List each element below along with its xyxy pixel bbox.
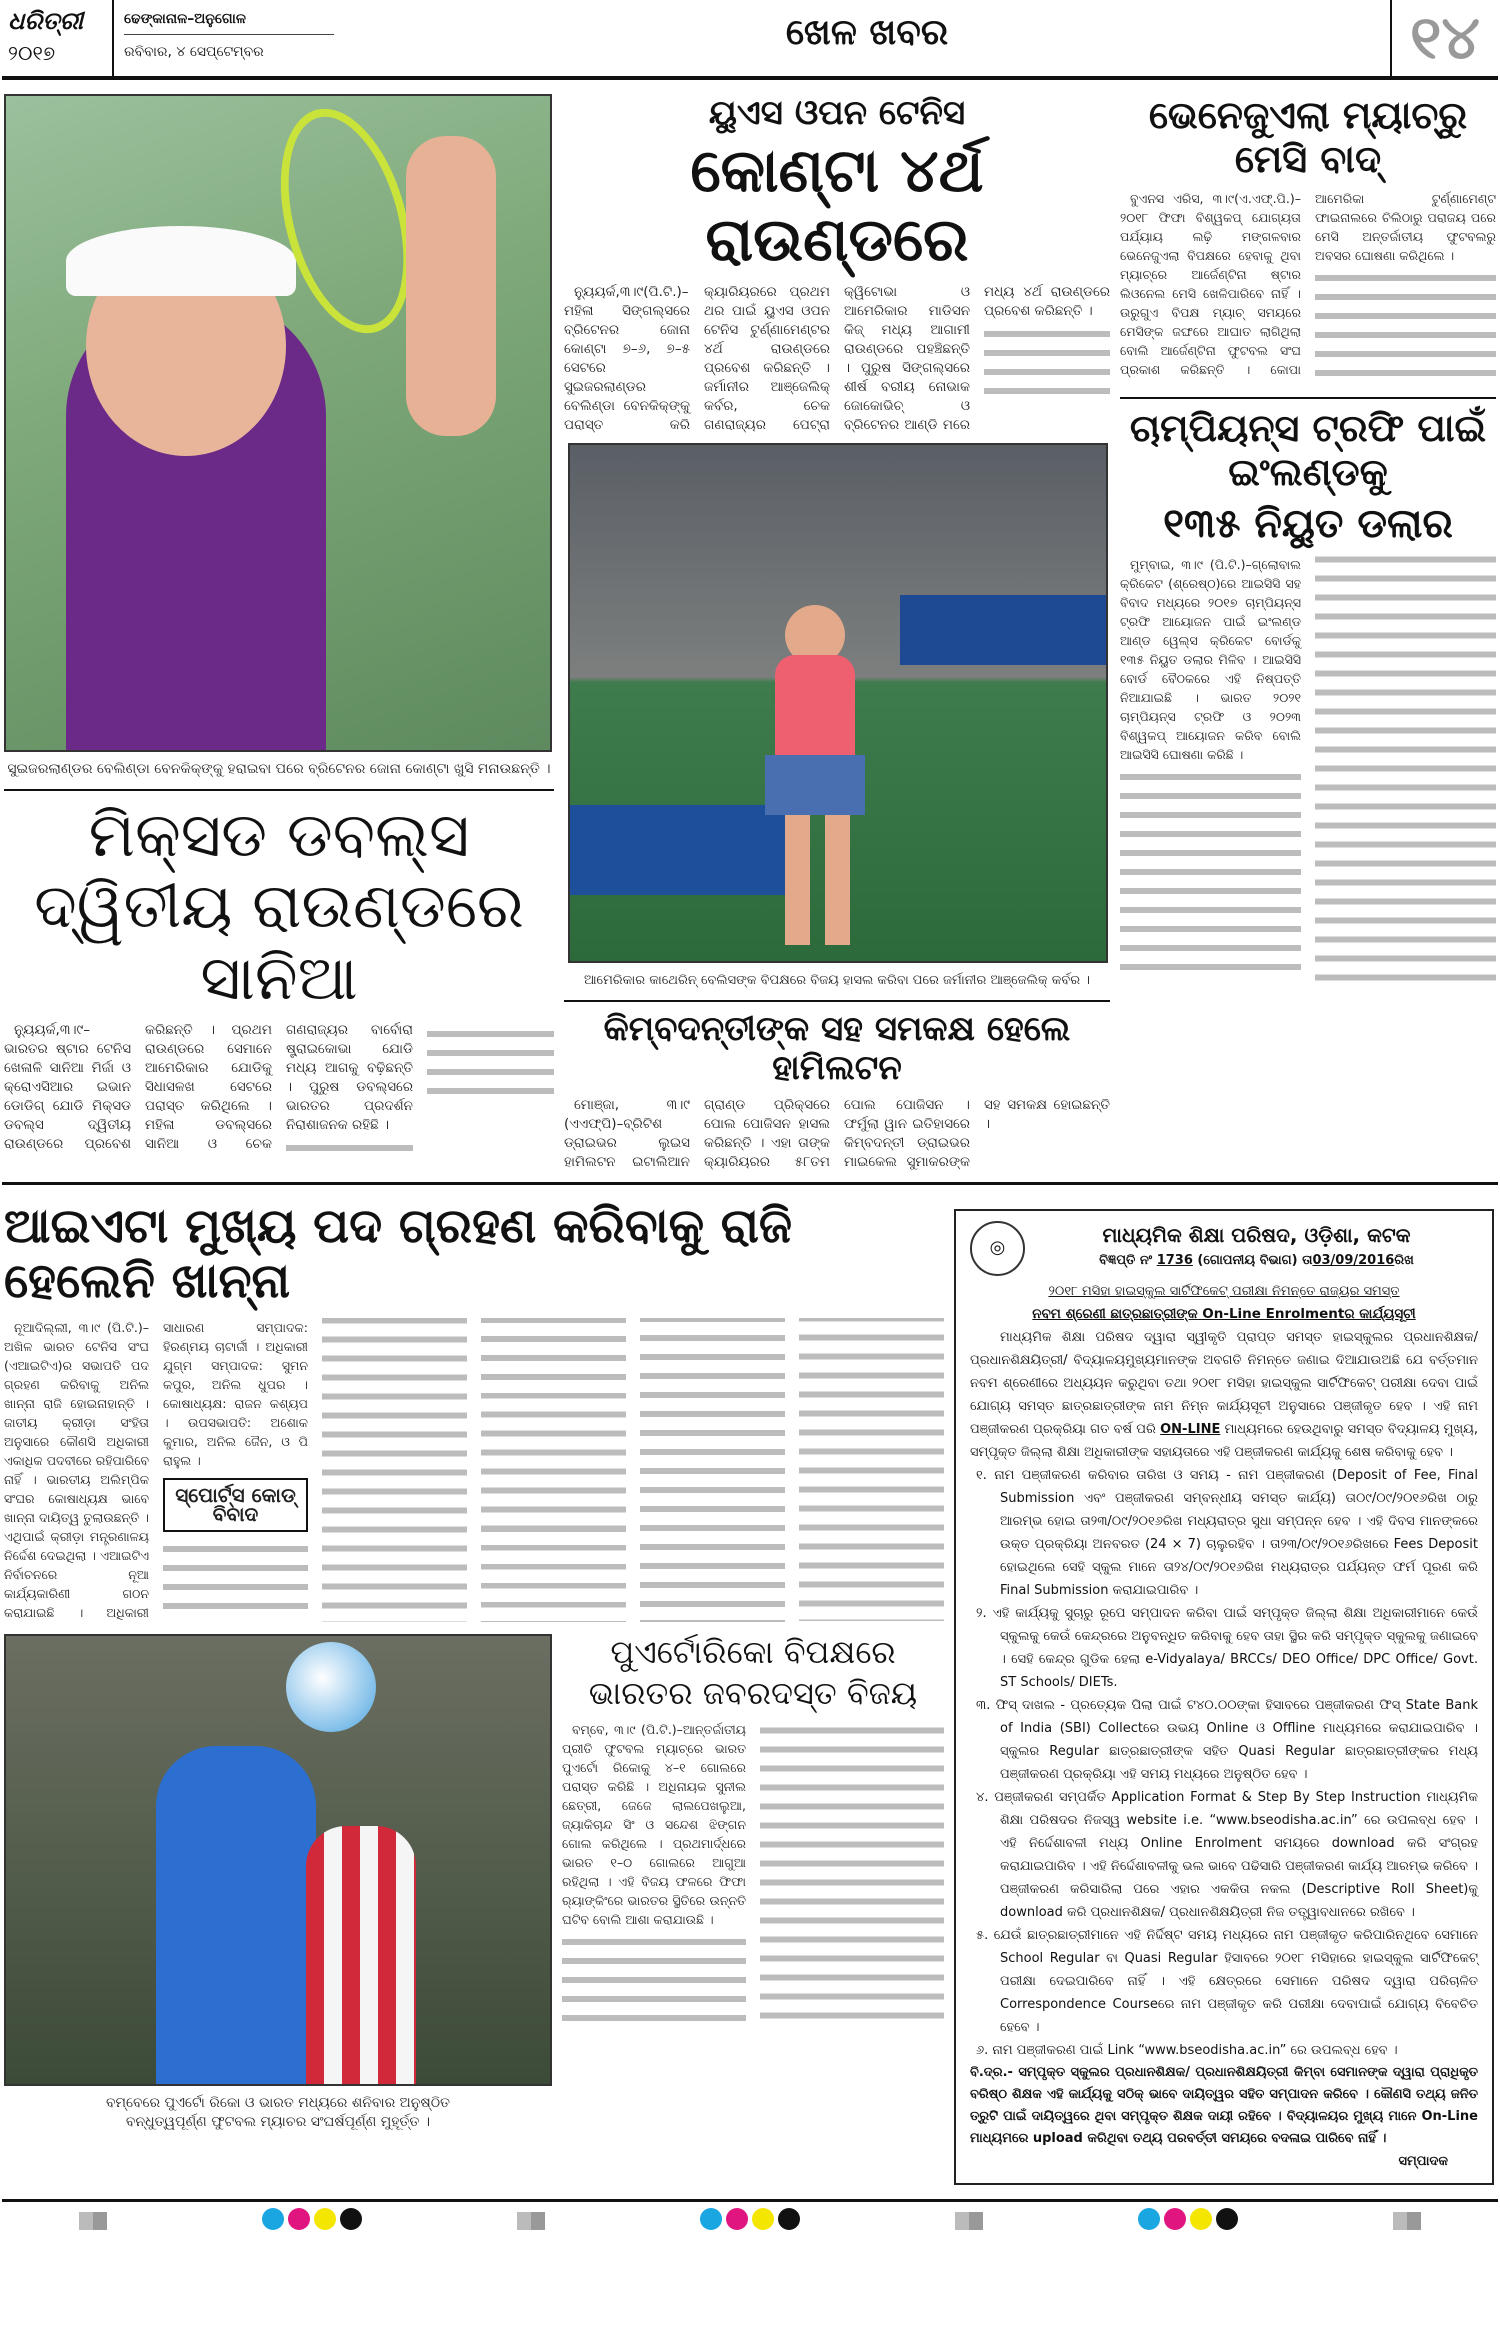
football-body: ବମ୍ବେ, ୩।୯ (ପି.ଟି.)–ଆନ୍ତର୍ଜାତୀୟ ପ୍ରୀତି ଫୁଟବଲ ମ୍ୟାଚ୍‌ରେ ଭାରତ ପୁଏର୍ଟୋ ରିକୋକୁ ୪–୧ ଗୋଲରେ ପରାସ୍ତ କରିଛି । ଅଧିନାୟକ ସୁନୀଲ ଛେତ୍ରୀ, ଜେଜେ ଲାଲପେଖଲୁଆ, ଜ୍ୟାକିଚାନ୍ଦ ସିଂ ଓ ସନ୍ଦେଶ ଝିଙ୍ଗନ ଗୋଲ କରିଥିଲେ । ପ୍ରଥମାର୍ଦ୍ଧରେ ଭାରତ ୧–୦ ଗୋଲରେ ଆଗୁଆ ରହିଥିଲା । ଏହି ବିଜୟ ଫଳରେ ଫିଫା ର‌୍ୟାଙ୍କିଂରେ ଭାରତର ସ୍ଥିତିରେ ଉନ୍ନତି ଘଟିବ ବୋଲି ଆଶା କରାଯାଉଛି । (562, 1720, 944, 2027)
notice-item: ୨. ଏହି କାର୍ଯ୍ୟକୁ ସୁଚାରୁ ରୂପେ ସମ୍ପାଦନ କରିବା ପାଇଁ ସମ୍ପୃକ୍ତ ଜିଲ୍ଲା ଶିକ୍ଷା ଅଧିକାରୀମାନେ କେଉଁ ସ୍କୁଲକୁ କେଉଁ କେନ୍ଦ୍ରରେ ଅନୁବନ୍ଧିତ କରିବାକୁ ହେବ ତାହା ସ୍ଥିର କରି ସମ୍ପୃକ୍ତ ସ୍କୁଲକୁ ଜଣାଇବେ । ସେହି କେନ୍ଦ୍ର ଗୁଡିକ ହେଲା e-Vidyalaya/ BRCCs/ DEO Office/ DPC Office/ Govt. ST Schools/ DIETs. (976, 1606, 1478, 1691)
print-marks (2, 2199, 1498, 2239)
notice-item: ୩. ଫିସ୍ ଦାଖଲ - ପ୍ରତ୍ୟେକ ପିଲା ପାଇଁ ଟ୪୦.୦୦ଙ୍କା ହିସାବରେ ପଞ୍ଜୀକରଣ ଫିସ୍ State Bank of India (SBI) Collectରେ ଉଭୟ Online ଓ Offline ମାଧ୍ୟମରେ କରାଯାଇପାରିବ । ସ୍କୁଲର Regular ଛାତ୍ରଛାତ୍ରୀଙ୍କ ସହିତ Quasi Regular ଛାତ୍ରଛାତ୍ରୀଙ୍କର ମଧ୍ୟ ପଞ୍ଜୀକରଣ ପ୍ରକ୍ରିୟା ଏହି ସମୟ ମଧ୍ୟରେ ଅନୁଷ୍ଠିତ ହେବ । (976, 1698, 1478, 1783)
notice-title: ମାଧ୍ୟମିକ ଶିକ୍ଷା ପରିଷଦ, ଓଡ଼ିଶା, କଟକ (1102, 1223, 1411, 1248)
top-band (0, 80, 1500, 1172)
sania-headline: ମିକ୍ସଡ ଡବଲ୍ସ ଦ୍ୱିତୀୟ ରାଉଣ୍ଡରେ ସାନିଆ (34, 798, 524, 1014)
konta-body: ନ୍ୟୁୟର୍କ,୩।୯(ପି.ଟି.)– ମହିଳା ସିଙ୍ଗଲ୍‌ସରେ ବ୍ରିଟେନର ଜୋନା କୋଣ୍ଟା ୭–୬, ୭–୫ ସେଟରେ ସୁଇଜରଲାଣ୍ଡର ବେଲିଣ୍ଡା ବେନକିକ୍‌ଙ୍କୁ ପରାସ୍ତ କରି କ୍ୟାରିୟରରେ ପ୍ରଥମ ଥର ପାଇଁ ୟୁଏସ ଓପନ ଟେନିସ ଟୁର୍ଣ୍ଣାମେଣ୍ଟର ୪ର୍ଥ ରାଉଣ୍ଡରେ ପ୍ରବେଶ କରିଛନ୍ତି । ଜର୍ମାନୀର ଆଞ୍ଜେଲିକ୍ କର୍ବର, ଚେକ ଗଣରାଜ୍ୟର ପେଟ୍ରା କ୍ୱିଟୋଭା ଓ ଆମେରିକାର ମାଡିସନ କିଜ୍ ମଧ୍ୟ ଆଗାମୀ ରାଉଣ୍ଡରେ ପହଞ୍ଚିଛନ୍ତି । ପୁରୁଷ ସିଙ୍ଗଲ୍‌ସରେ ଶୀର୍ଷ ବରୀୟ ନୋଭାକ ଜୋକୋଭିଚ୍ ଓ ବ୍ରିଟେନର ଆଣ୍ଡି ମରେ ମଧ୍ୟ ୪ର୍ଥ ରାଉଣ୍ଡରେ ପ୍ରବେଶ କରିଛନ୍ତି । (564, 284, 1110, 434)
middle-column (564, 94, 1110, 1172)
bse-seal-icon: ◎ (970, 1221, 1025, 1276)
konta-photo (4, 94, 552, 752)
football-article (562, 1634, 944, 2140)
cmyk-dots (260, 2208, 364, 2234)
football-caption-line1: ବମ୍ବେରେ ପୁଏର୍ଟୋ ରିକୋ ଓ ଭାରତ ମଧ୍ୟରେ ଶନିବାର ଅନୁଷ୍ଠିତ (105, 2095, 451, 2112)
messi-headline: ଭେନେଜୁଏଲା ମ୍ୟାଚ୍‌ରୁ ମେସି ବାଦ୍ (1148, 93, 1468, 181)
masthead (2, 0, 1498, 80)
football-caption-line2: ବନ୍ଧୁତ୍ୱପୂର୍ଣ୍ଣ ଫୁଟବଲ ମ୍ୟାଚର ସଂଘର୍ଷପୂର୍ଣ୍ଣ ମୁହୂର୍ତ୍ତ । (125, 2114, 431, 2131)
registration-mark (1393, 2212, 1421, 2230)
champions-headline-line1: ଚାମ୍ପିୟନ୍ସ ଟ୍ରଫି ପାଇଁ ଇଂଲଣ୍ଡକୁ (1129, 406, 1487, 495)
sports-code-box: ସ୍ପୋର୍ଟ୍ସ କୋଡ୍ ବିବାଦ (163, 1478, 308, 1532)
khanna-headline: ଆଇଏଟା ମୁଖ୍ୟ ପଦ ଗ୍ରହଣ କରିବାକୁ ରାଜି ହେଲେନି ଖାନ୍ନା (4, 1198, 793, 1310)
cmyk-dots (698, 2208, 802, 2234)
masthead-edition-block (114, 0, 344, 76)
football-photo (4, 1634, 552, 2086)
registration-mark (79, 2212, 107, 2230)
notice-item: ୫. ଯେଉଁ ଛାତ୍ରଛାତ୍ରୀମାନେ ଏହି ନିର୍ଦ୍ଦିଷ୍ଟ ସମୟ ମଧ୍ୟରେ ନାମ ପଞ୍ଜୀକୃତ କରିପାରିନଥିବେ ସେମାନେ School Regular ବା Quasi Regular ହିସାବରେ ୨୦୧୮ ମସିହାରେ ହାଇସ୍କୁଲ ସାର୍ଟିଫିକେଟ୍ ପରୀକ୍ଷା ଦେଇପାରିବେ ନାହିଁ । ଏହି କ୍ଷେତ୍ରରେ ସେମାନେ ପରିଷଦ ଦ୍ୱାରା ପରିଚାଳିତ Correspondence Courseରେ ନାମ ପଞ୍ଜୀକୃତ କରି ପରୀକ୍ଷା ଦେବାପାଇଁ ଯୋଗ୍ୟ ବିବେଚିତ ହେବେ । (976, 1928, 1478, 2036)
bottom-band (0, 1185, 1500, 2185)
football-row (4, 1634, 944, 2140)
notice-item: ୬. ନାମ ପଞ୍ଜୀକରଣ ପାଇଁ Link “www.bseodisha.ac.in” ରେ ଉପଲବ୍ଧ ହେବ । (976, 2043, 1398, 2059)
hamilton-body: ମୋଞ୍ଜା, ୩।୯ (ଏଏଫ୍‌ପି)–ବ୍ରିଟିଶ ଡ୍ରାଇଭର ଲୁଇସ ହାମିଲଟନ ଇଟାଲିଆନ ଗ୍ରାଣ୍ଡ ପ୍ରିକ୍ସରେ ପୋଲ ପୋଜିସନ ହାସଲ କରିଛନ୍ତି । ଏହା ତାଙ୍କ କ୍ୟାରିୟରର ୫୮ତମ ପୋଲ ପୋଜିସନ । ଫର୍ମୁଲା ୱାନ ଇତିହାସରେ କିମ୍ବଦନ୍ତୀ ଡ୍ରାଇଭର ମାଇକେଲ ସୁମାକରଙ୍କ ସହ ସମକକ୍ଷ ହୋଇଛନ୍ତି । (564, 1097, 1110, 1171)
notice-subtitle-2: ନବମ ଶ୍ରେଣୀ ଛାତ୍ରଛାତ୍ରୀଙ୍କ On-Line Enrolmentର କାର୍ଯ୍ୟସୂଚୀ (1032, 1306, 1416, 1323)
football-headline-line2: ଭାରତର ଜବରଦସ୍ତ ବିଜୟ (588, 1674, 918, 1713)
left-column (4, 94, 554, 1154)
notice-ref: ବିଜ୍ଞପ୍ତି ନଂ 1736 (ଗୋପନୀୟ ବିଭାଗ) ତା03/09/2016ରିଖ (1099, 1253, 1414, 1269)
kerber-photo-caption: ଆମେରିକାର କାଥେରିନ୍ ବେଲିସଙ୍କ ବିପକ୍ଷରେ ବିଜୟ ହାସଲ କରିବା ପରେ ଜର୍ମାନୀର ଆଞ୍ଜେଲିକ୍ କର୍ବର । (583, 973, 1091, 989)
konta-kicker: ୟୁଏସ ଓପନ ଟେନିସ (708, 93, 966, 133)
date-label: ରବିବାର, ୪ ସେପ୍ଟେମ୍ବର (124, 44, 264, 60)
konta-photo-caption: ସୁଇଜରଲାଣ୍ଡର ବେଲିଣ୍ଡା ବେନକିକ୍‌ଙ୍କୁ ହରାଇବା ପରେ ବ୍ରିଟେନର ଜୋନା କୋଣ୍ଟା ଖୁସି ମନାଉଛନ୍ତି । (7, 761, 551, 777)
messi-body: ବୁଏନସ ଏରିସ, ୩।୯(ଏ.ଏଫ୍.ପି.)– ୨୦୧୮ ଫିଫା ବିଶ୍ୱକପ୍ ଯୋଗ୍ୟତା ପର୍ଯ୍ୟାୟ ଲଢ଼ି ମଙ୍ଗଳବାର ଭେନେଜୁଏଲା ବିପକ୍ଷରେ ହେବାକୁ ଥିବା ମ୍ୟାଚ୍‌ରେ ଆର୍ଜେଣ୍ଟିନା ଷ୍ଟାର ଲିଓନେଲ ମେସି ଖେଳିପାରିବେ ନାହିଁ । ଉରୁଗୁଏ ବିପକ୍ଷ ମ୍ୟାଚ୍ ସମୟରେ ମେସିଙ୍କ ଜଙ୍ଘରେ ଆଘାତ ଲାଗିଥିଲା ବୋଲି ଆର୍ଜେଣ୍ଟିନା ଫୁଟବଲ ସଂଘ ପ୍ରକାଶ କରିଛନ୍ତି । କୋପା ଆମେରିକା ଟୁର୍ଣ୍ଣାମେଣ୍ଟ ଫାଇନାଲରେ ଚିଲିଠାରୁ ପରାଜୟ ପରେ ମେସି ଅନ୍ତର୍ଜାତୀୟ ଫୁଟବଲରୁ ଅବସର ଘୋଷଣା କରିଥିଲେ । (1120, 189, 1496, 389)
section-title: ଖେଳ ଖବର (785, 12, 949, 53)
registration-mark (955, 2212, 983, 2230)
khanna-body: ନୂଆଦିଲ୍ଲୀ, ୩।୯ (ପି.ଟି.)– ଅଖିଳ ଭାରତ ଟେନିସ ସଂଘ (ଏଆଇଟିଏ)ର ସଭାପତି ପଦ ଗ୍ରହଣ କରିବାକୁ ଅନିଲ ଖାନ୍ନା ରାଜି ହୋଇନାହାନ୍ତି । ଜାତୀୟ କ୍ରୀଡ଼ା ସଂହିତା ଅନୁସାରେ କୌଣସି ଅଧିକାରୀ ଏକାଧିକ ପଦବୀରେ ରହିପାରିବେ ନାହିଁ । ଭାରତୀୟ ଅଲିମ୍ପିକ ସଂଘର କୋଷାଧ୍ୟକ୍ଷ ଭାବେ ଖାନ୍ନା ଦାୟିତ୍ୱ ତୁଲାଉଛନ୍ତି । ଏଥିପାଇଁ କ୍ରୀଡ଼ା ମନ୍ତ୍ରଣାଳୟ ନିର୍ଦ୍ଦେଶ ଦେଇଥିଲା । ଏଆଇଟିଏ ନିର୍ବାଚନରେ ନୂଆ କାର୍ଯ୍ୟକାରିଣୀ ଗଠନ କରାଯାଇଛି । ଅଧିକାରୀ ସାଧାରଣ ସମ୍ପାଦକ: ହିରଣ୍ମୟ ଚାଟାର୍ଜୀ । ଅଧିକାରୀ ଯୁଗ୍ମ ସମ୍ପାଦକ: ସୁମନ କପୁର, ଅନିଲ ଧୁପର । କୋଷାଧ୍ୟକ୍ଷ: ରାଜନ କଶ୍ୟପ । ଉପସଭାପତି: ଅଶୋକ କୁମାର, ଅନିଲ ଜୈନ, ଓ ପି ରାହୁଲ । ସ୍ପୋର୍ଟ୍ସ କୋଡ୍ ବିବାଦ (4, 1318, 944, 1623)
notice-item: ୧. ନାମ ପଞ୍ଜୀକରଣ କରିବାର ତାରିଖ ଓ ସମୟ - ନାମ ପଞ୍ଜୀକରଣ (Deposit of Fee, Final Submission ଏବଂ ପଞ୍ଜୀକରଣ ସମ୍ବନ୍ଧୀୟ ସମସ୍ତ କାର୍ଯ୍ୟ) ତା୦୯/୦୯/୨୦୧୬ରିଖ ଠାରୁ ଆରମ୍ଭ ହୋଇ ତା୨୩/୦୯/୨୦୧୬ରିଖ ମଧ୍ୟରାତ୍ର ସୁଧା ସମ୍ପନ୍ନ ହେବ । ଏହି ଦିବସ ମାନଙ୍କରେ ଉକ୍ତ ପ୍ରକ୍ରିୟା ଅନବରତ (24 × 7) ଚାଲୁରହିବ । ତା୨୩/୦୯/୨୦୧୬ରିଖରେ Fees Deposit ହୋଇଥିଲେ ସେହି ସ୍କୁଲ ମାନେ ତା୨୪/୦୯/୨୦୧୬ରିଖ ମଧ୍ୟରାତ୍ର ପର୍ଯ୍ୟନ୍ତ ଫର୍ମ ପୂରଣ କରି Final Submission କରାଯାଇପାରିବ । (976, 1468, 1478, 1599)
bottom-left (4, 1199, 944, 2140)
champions-headline-line2: ୧୩୫ ନିୟୁତ ଡଲାର (1163, 500, 1453, 547)
notice-intro: ମାଧ୍ୟମିକ ଶିକ୍ଷା ପରିଷଦ ଦ୍ୱାରା ସ୍ୱୀକୃତି ପ୍ରାପ୍ତ ସମସ୍ତ ହାଇସ୍କୁଲର ପ୍ରଧାନଶିକ୍ଷକ/ ପ୍ରଧାନଶିକ୍ଷୟିତ୍ରୀ/ ବିଦ୍ୟାଳୟମୁଖ୍ୟମାନଙ୍କ ଅବଗତି ନିମନ୍ତେ ଜଣାଇ ଦିଆଯାଉଅଛି ଯେ ବର୍ତ୍ତମାନ ନବମ ଶ୍ରେଣୀରେ ଅଧ୍ୟୟନ କରୁଥିବା ତଥା ୨୦୧୮ ମସିହା ହାଇସ୍କୁଲ ସାର୍ଟିଫିକେଟ୍ ପରୀକ୍ଷା ଦେବା ପାଇଁ ଯୋଗ୍ୟ ସମସ୍ତ ଛାତ୍ରଛାତ୍ରୀଙ୍କ ନାମ ନିମ୍ନ କାର୍ଯ୍ୟସୂଚୀ ଅନୁସାରେ ପଞ୍ଜୀକୃତ ହେବ । ଏହି ନାମ ପଞ୍ଜୀକରଣ ପ୍ରକ୍ରିୟା ଗତ ବର୍ଷ ପରି ON-LINE ମାଧ୍ୟମରେ ହେଉଥିବାରୁ ସମସ୍ତ ବିଦ୍ୟାଳୟ ମୁଖ୍ୟ, ସମ୍ପୃକ୍ତ ଜିଲ୍ଲା ଶିକ୍ଷା ଅଧିକାରୀଙ୍କ ସହାୟତାରେ ଏହି ପଞ୍ଜୀକରଣ କାର୍ଯ୍ୟକୁ ଶେଷ କରିବାକୁ ହେବ । (970, 1330, 1478, 1461)
notice-item: ୪. ପଞ୍ଜୀକରଣ ସମ୍ପର୍କିତ Application Format & Step By Step Instruction ମାଧ୍ୟମିକ ଶିକ୍ଷା ପରିଷଦର ନିଜସ୍ୱ website i.e. “www.bseodisha.ac.in” ରେ ଉପଲବ୍ଧ ହେବ । ଏହି ନିର୍ଦ୍ଦେଶାବଳୀ ମଧ୍ୟ Online Enrolment ସମୟରେ download କରି ସଂଗ୍ରହ କରାଯାଇପାରିବ । ଏହି ନିର୍ଦ୍ଦେଶାବଳୀକୁ ଭଲ ଭାବେ ପଢିସାରି ପଞ୍ଜୀକରଣ କାର୍ଯ୍ୟ ଆରମ୍ଭ କରିବେ । ପଞ୍ଜୀକରଣ କରିସାରିଲା ପରେ ଏହାର ଏକକିତା ନକଲ (Descriptive Roll Sheet)କୁ download କରି ପ୍ରଧାନଶିକ୍ଷକ/ ପ୍ରଧାନଶିକ୍ଷୟିତ୍ରୀ ନିଜ ତତ୍ତ୍ୱାବଧାନରେ ରଖିବେ । (976, 1790, 1478, 1921)
right-column (1120, 94, 1496, 981)
cmyk-dots (1136, 2208, 1240, 2234)
bse-notice (954, 1209, 1494, 2185)
notice-subtitle-1: ୨୦୧୮ ମସିହା ହାଇସ୍କୁଲ ସାର୍ଟିଫିକେଟ୍ ପରୀକ୍ଷା ନିମନ୍ତେ ରାଜ୍ୟର ସମସ୍ତ (1048, 1284, 1400, 1300)
football-photo-block (4, 1634, 552, 2140)
registration-mark (517, 2212, 545, 2230)
masthead-year: ୨୦୧୭ (8, 41, 56, 65)
notice-note: ବି.ଦ୍ର.- ସମ୍ପୃକ୍ତ ସ୍କୁଲର ପ୍ରଧାନଶିକ୍ଷକ/ ପ୍ରଧାନଶିକ୍ଷୟିତ୍ରୀ କିମ୍ବା ସେମାନଙ୍କ ଦ୍ୱାରା ପ୍ରାଧିକୃତ ବରିଷ୍ଠ ଶିକ୍ଷକ ଏହି କାର୍ଯ୍ୟକୁ ସଠିକ୍ ଭାବେ ଦାୟିତ୍ୱର ସହିତ ସମ୍ପାଦନ କରିବେ । କୌଣସି ତଥ୍ୟ ଜନିତ ତ୍ରୁଟି ପାଇଁ ଦାୟିତ୍ୱରେ ଥିବା ସମ୍ପୃକ୍ତ ଶିକ୍ଷକ ଦାୟୀ ରହିବେ । ବିଦ୍ୟାଳୟର ମୁଖ୍ୟ ମାନେ On-Line ମାଧ୍ୟମରେ upload କରିଥିବା ତଥ୍ୟ ପରବର୍ତ୍ତୀ ସମୟରେ ବଦଳାଇ ପାରିବେ ନାହିଁ । (970, 2065, 1478, 2147)
kerber-photo (568, 443, 1108, 963)
notice-signature: ସମ୍ପାଦକ (1398, 2154, 1448, 2170)
konta-headline: କୋଣ୍ଟା ୪ର୍ଥ ରାଉଣ୍ଡରେ (690, 136, 984, 276)
football-caption (4, 2086, 552, 2140)
champions-body: ମୁମ୍ବାଇ, ୩।୯ (ପି.ଟି.)–ଗ୍ଲୋବାଲ କ୍ରିକେଟ (ଶ୍ରେଷ୍ଠ)ରେ ଆଇସିସି ସହ ବିବାଦ ମଧ୍ୟରେ ୨୦୧୭ ଚାମ୍ପିୟନ୍ସ ଟ୍ରଫି ଆୟୋଜନ ପାଇଁ ଇଂଲଣ୍ଡ ଆଣ୍ଡ ୱେଲ୍‌ସ କ୍ରିକେଟ ବୋର୍ଡକୁ ୧୩୫ ନିୟୁତ ଡଲାର ମିଳିବ । ଆଇସିସି ବୋର୍ଡ ବୈଠକରେ ଏହି ନିଷ୍ପତ୍ତି ନିଆଯାଇଛି । ଭାରତ ୨୦୨୧ ଚାମ୍ପିୟନ୍ସ ଟ୍ରଫି ଓ ୨୦୨୩ ବିଶ୍ୱକପ୍ ଆୟୋଜନ କରିବ ବୋଲି ଆଇସିସି ଘୋଷଣା କରିଛି । (1120, 555, 1496, 982)
page-number: ୧୪ (1390, 0, 1498, 76)
masthead-logo: ଧରିତ୍ରୀ (8, 7, 83, 35)
masthead-logo-block (2, 0, 114, 76)
hamilton-headline: କିମ୍ବଦନ୍ତୀଙ୍କ ସହ ସମକକ୍ଷ ହେଲେ ହାମିଲଟନ (603, 1009, 1071, 1089)
edition-label: ଢେଙ୍କାନାଳ–ଅନୁଗୋଳ (124, 8, 334, 35)
football-headline-line1: ପୁଏର୍ଟୋରିକୋ ବିପକ୍ଷରେ (610, 1633, 896, 1672)
notice-items (970, 1464, 1478, 2062)
sania-body: ନ୍ୟୁୟର୍କ,୩।୯–ଭାରତର ଷ୍ଟାର ଟେନିସ ଖେଳାଳି ସାନିଆ ମିର୍ଜା ଓ କ୍ରୋଏସିଆର ଇଭାନ ଡୋଡିଗ୍ ଯୋଡି ମିକ୍ସଡ ଡବଲ୍ସ ଦ୍ୱିତୀୟ ରାଉଣ୍ଡରେ ପ୍ରବେଶ କରିଛନ୍ତି । ପ୍ରଥମ ରାଉଣ୍ଡରେ ସେମାନେ ଆମେରିକାର ଯୋଡିକୁ ସିଧାସଳଖ ସେଟରେ ପରାସ୍ତ କରିଥିଲେ । ମହିଳା ଡବଲ୍ସରେ ସାନିଆ ଓ ଚେକ ଗଣରାଜ୍ୟର ବାର୍ବୋରା ଷ୍ଟ୍ରାଇକୋଭା ଯୋଡି ମଧ୍ୟ ଆଗକୁ ବଢ଼ିଛନ୍ତି । ପୁରୁଷ ଡବଲ୍ସରେ ଭାରତର ପ୍ରଦର୍ଶନ ନିରାଶାଜନକ ରହିଛି । (4, 1021, 554, 1154)
